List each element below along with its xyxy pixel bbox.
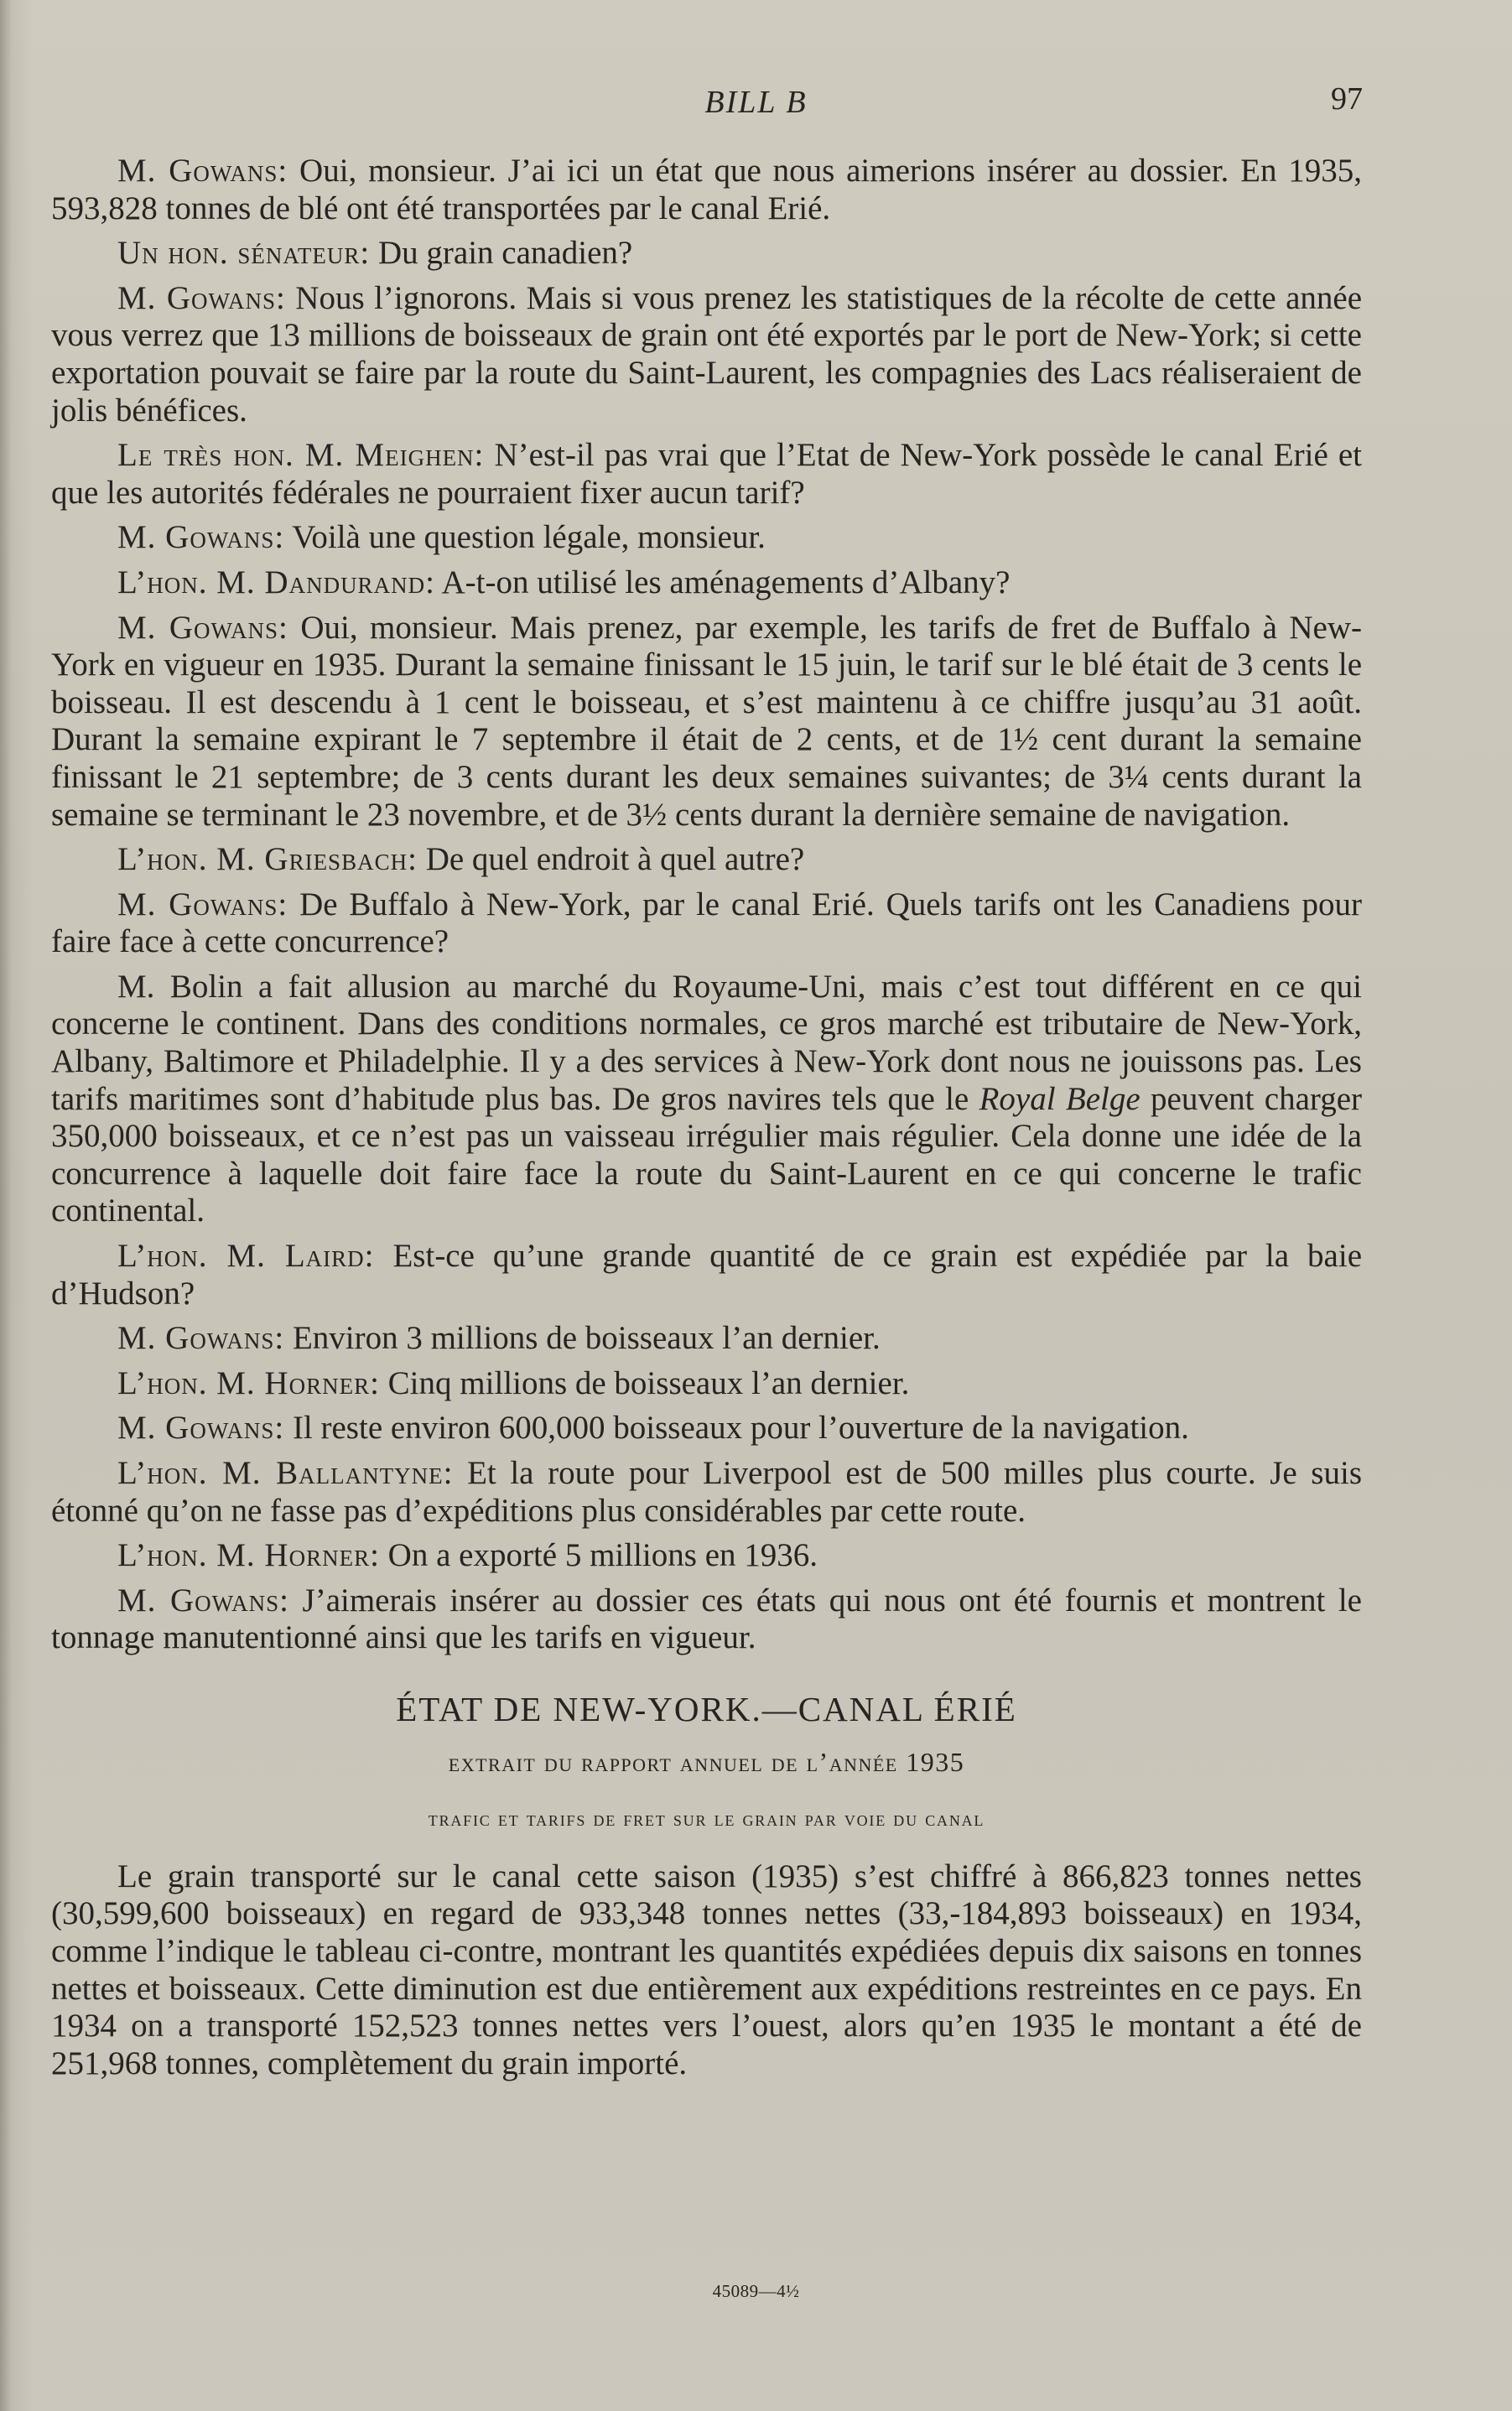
paragraph [51, 1238, 1362, 1312]
ship-name: Royal Belge [979, 1080, 1140, 1117]
speech-text: De quel endroit à quel autre? [417, 841, 805, 878]
speaker-name: M. Gowans: [117, 1320, 285, 1357]
section-title: ÉTAT DE NEW-YORK.—CANAL ÉRIÉ [396, 1689, 1017, 1728]
paragraph [51, 1537, 1362, 1575]
running-title: BILL B [704, 85, 808, 120]
speaker-name: M. Gowans: [117, 1582, 289, 1619]
speech-text: De Buffalo à New-York, par le canal Erié. Quels tarifs ont les Canadiens pour faire face à cette concurrence? [51, 886, 1362, 960]
paragraph [51, 1365, 1362, 1403]
speech-text: M. Bolin a fait allusion au marché du Royaume-Uni, mais c’est tout différent en ce qui concerne le continent. Dans des conditions normales, ce gros marché est tributaire de New-York, Albany, Baltimore et Philadelphie. Il y a des services à New-York dont nous ne jouissons pas. Les tarifs maritimes sont d’habitude plus bas. De gros navires tels que le [51, 968, 1362, 1117]
section-subheading: trafic et tarifs de fret sur le grain par voie du canal [428, 1806, 985, 1832]
speech-text: Et la route pour Liverpool est de 500 milles plus courte. Je suis étonné qu’on ne fasse pas d’expéditions plus considérables par cette route. [51, 1455, 1363, 1529]
speaker-name: M. Gowans: [117, 1410, 285, 1447]
paragraph [51, 280, 1362, 429]
paragraph [51, 610, 1362, 834]
speech-text: On a exporté 5 millions en 1936. [379, 1537, 818, 1574]
speech-text: Oui, monsieur. J’ai ici un état que nous aimerions insérer au dossier. En 1935, 593,828 tonnes de blé ont été transportées par le canal Erié. [51, 153, 1362, 226]
speaker-name: Un hon. sénateur: [117, 235, 371, 272]
speech-text: Environ 3 millions de boisseaux l’an dernier. [284, 1320, 881, 1357]
speaker-name: M. Gowans: [117, 279, 286, 316]
speaker-name: L’hon. M. Dandurand: [117, 564, 435, 600]
transcript-body [51, 153, 1362, 2090]
speaker-name: M. Gowans: [117, 609, 288, 646]
speech-text: N’est-il pas vrai que l’Etat de New-York possède le canal Erié et que les autorités fédérales ne pourraient fixer aucun tarif? [51, 437, 1362, 511]
section-subtitle: extrait du rapport annuel de l’année 1935 [448, 1746, 965, 1777]
speaker-name: Le très hon. M. Meighen: [117, 437, 485, 474]
page-header [0, 77, 1512, 127]
paragraph [51, 437, 1362, 512]
paragraph [51, 969, 1362, 1230]
speech-text: Est-ce qu’une grande quantité de ce grain est expédiée par la baie d’Hudson? [51, 1238, 1363, 1312]
paragraph [51, 1410, 1362, 1447]
speech-text: A-t-on utilisé les aménagements d’Albany? [434, 564, 1011, 600]
speaker-name: M. Gowans: [117, 886, 288, 922]
paragraph [51, 564, 1362, 602]
speaker-name: M. Gowans: [117, 519, 285, 556]
paragraph [51, 886, 1362, 961]
speaker-name: L’hon. M. Griesbach: [117, 841, 418, 878]
speaker-name: L’hon. M. Horner: [117, 1364, 380, 1401]
paragraph [51, 235, 1362, 273]
speech-text-continued: peuvent charger 350,000 boisseaux, et ce n’est pas un vaisseau irrégulier mais régulier. Cela donne une idée de la concurrence à laquelle doit faire face la route du Saint-Laurent en ce qui concerne le trafic continental. [51, 1080, 1363, 1229]
speaker-name: L’hon. M. Ballantyne: [117, 1455, 454, 1491]
speech-text: J’aimerais insérer au dossier ces états qui nous ont été fournis et montrent le tonnage manutentionné ainsi que les tarifs en vigueur. [51, 1582, 1362, 1656]
page-number: 97 [1331, 81, 1363, 117]
printer-signature: 45089—4½ [712, 2281, 800, 2301]
speech-text: Voilà une question légale, monsieur. [284, 519, 766, 556]
paragraph [51, 519, 1362, 557]
paragraph [51, 1582, 1362, 1657]
paragraph [51, 153, 1362, 227]
paragraph [51, 1455, 1362, 1530]
speaker-name: L’hon. M. Horner: [117, 1537, 380, 1574]
section-paragraph: Le grain transporté sur le canal cette saison (1935) s’est chiffré à 866,823 tonnes nettes (30,599,600 boisseaux) en regard de 933,348 tonnes nettes (33,-184,893 boisseaux) en 1934, comme l’indique le tableau ci-contre, montrant les quantités expédiées depuis dix saisons en tonnes nettes et boisseaux. Cette diminution est due entièrement aux expéditions restreintes en ce pays. En 1934 on a transporté 152,523 tonnes nettes vers l’ouest, alors qu’en 1935 le montant a été de 251,968 tonnes, complètement du grain importé. [51, 1858, 1362, 2081]
speech-text: Il reste environ 600,000 boisseaux pour l’ouverture de la navigation. [284, 1410, 1189, 1447]
speaker-name: L’hon. M. Laird: [117, 1238, 375, 1275]
speech-text: Cinq millions de boisseaux l’an dernier. [379, 1364, 910, 1401]
speech-text: Oui, monsieur. Mais prenez, par exemple, les tarifs de fret de Buffalo à New-York en vigueur en 1935. Durant la semaine finissant le 15 juin, le tarif sur le blé était de 3 cents le boisseau. Il est descendu à 1 cent le boisseau, et s’est maintenu à ce chiffre jusqu’au 31 août. Durant la semaine expirant le 7 septembre il était de 2 cents, et de 1½ cent durant la semaine finissant le 21 septembre; de 3 cents durant les deux semaines suivantes; de 3¼ cents durant la semaine se terminant le 23 novembre, et de 3½ cents durant la dernière semaine de navigation. [51, 609, 1363, 833]
paragraph [51, 1320, 1362, 1358]
speech-text: Du grain canadien? [370, 235, 633, 272]
speaker-name: M. Gowans: [117, 153, 288, 189]
paragraph [51, 841, 1362, 879]
speech-text: Nous l’ignorons. Mais si vous prenez les statistiques de la récolte de cette année vous verrez que 13 millions de boisseaux de grain ont été exportés par le port de New-York; si cette exportation pouvait se faire par la route du Saint-Laurent, les compagnies des Lacs réaliseraient de jolis bénéfices. [51, 279, 1363, 429]
